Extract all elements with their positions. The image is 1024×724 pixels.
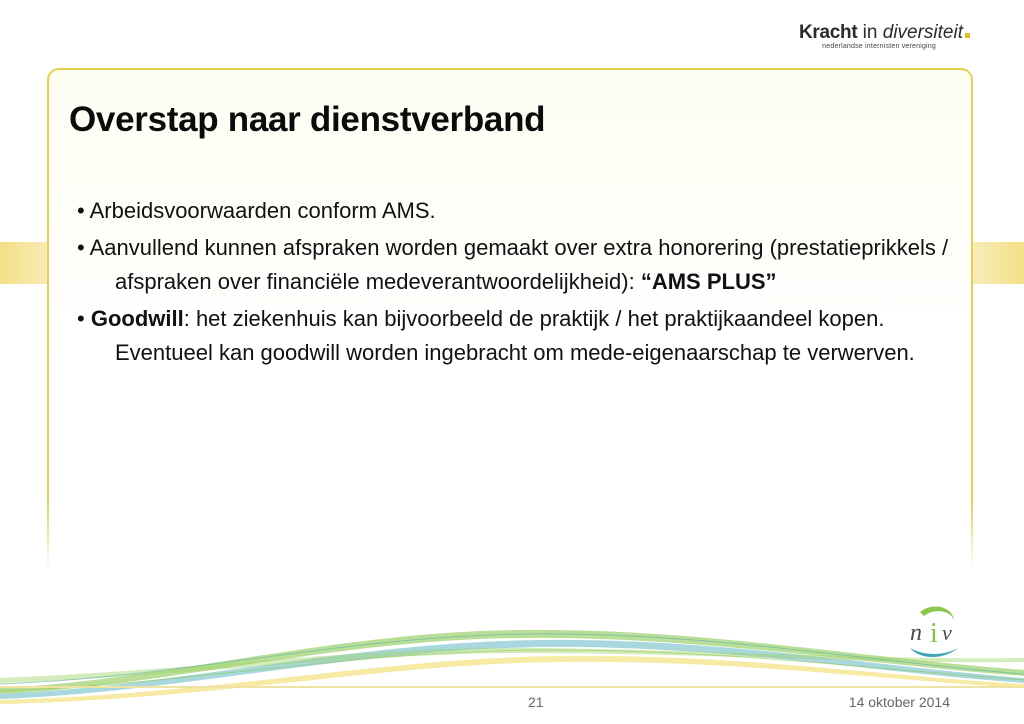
right-accent-band [964, 242, 1024, 284]
niv-logo [904, 604, 970, 660]
brand-word-bold: Kracht [799, 22, 858, 43]
brand-subtitle: nederlandse internisten vereniging [822, 43, 936, 50]
bullet-text: : het ziekenhuis kan bijvoorbeeld de praktijk / het praktijkaandeel kopen. Eventueel kan goodwill worden ingebracht om mede-eigenaarschap te verwerven. [115, 306, 915, 365]
bullet-item [77, 302, 957, 370]
bullet-text: • Arbeidsvoorwaarden conform AMS. [77, 198, 436, 223]
bullet-list [77, 194, 957, 373]
brand-logo [799, 22, 970, 50]
niv-logo-letter-i: i [930, 618, 938, 649]
niv-logo-letter-n: n [910, 620, 922, 646]
panel-fade [40, 500, 980, 600]
bullet-prefix: • [77, 306, 91, 331]
brand-word-in: in [862, 22, 878, 43]
footer-date: 14 oktober 2014 [848, 694, 950, 710]
slide-title: Overstap naar dienstverband [69, 100, 546, 139]
bullet-bold-term: Goodwill [90, 306, 184, 331]
brand-dot [965, 33, 970, 38]
brand-word-italic: diversiteit [882, 22, 963, 43]
niv-logo-letter-v: v [942, 620, 952, 645]
footer-divider [0, 686, 1024, 688]
bullet-item [77, 194, 957, 228]
bullet-bold-suffix: “AMS PLUS” [640, 269, 777, 294]
page-number: 21 [528, 694, 544, 710]
brand-wordmark [799, 22, 970, 44]
bullet-item [77, 231, 957, 299]
bullet-text: • Aanvullend kunnen afspraken worden gemaakt over extra honorering (prestatieprikkels / afspraken over financiële medeverantwoordelijkheid): [77, 235, 949, 294]
